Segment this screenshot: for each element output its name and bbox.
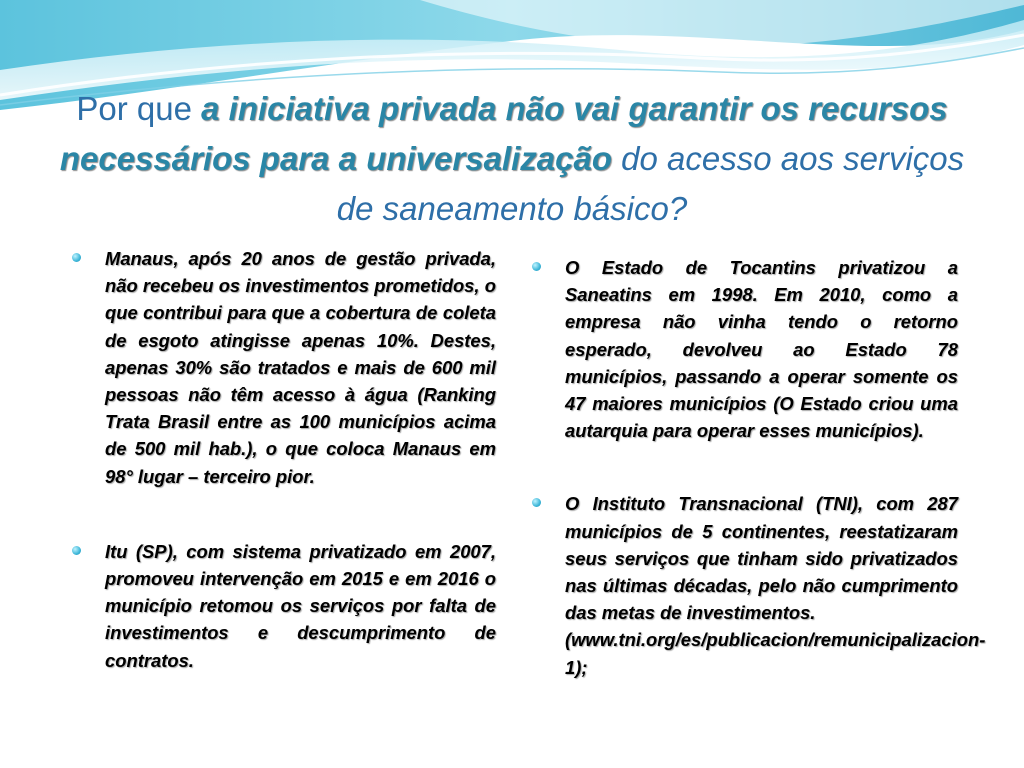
bullet-text: O Instituto Transnacional (TNI), com 287 municípios de 5 continentes, reestatizaram seus serviços que tinham sido privatizados nas últimas décadas, pelo não cumprimento das metas de investimentos.	[565, 493, 958, 624]
bullet-itu	[70, 538, 496, 674]
bullet-dot-icon	[532, 262, 541, 271]
bullet-tocantins	[530, 254, 958, 444]
slide-title	[40, 84, 984, 234]
bullet-dot-icon	[532, 498, 541, 507]
title-tail: do acesso aos serviços de saneamento básico?	[336, 140, 965, 227]
bullet-dot-icon	[72, 253, 81, 262]
title-emphasis: a iniciativa privada não vai garantir os recursos necessários para a universalização	[59, 90, 948, 177]
tni-url-link[interactable]: (www.tni.org/es/publicacion/remunicipalizacion-1);	[565, 629, 986, 678]
bullet-tni	[530, 490, 986, 680]
bullet-text: Itu (SP), com sistema privatizado em 2007, promoveu intervenção em 2015 e em 2016 o município retomou os serviços por falta de investimentos e descumprimento de contratos.	[105, 540, 496, 671]
title-lead: Por que	[76, 90, 202, 127]
bullet-manaus	[70, 245, 496, 490]
bullet-dot-icon	[72, 546, 81, 555]
bullet-text: O Estado de Tocantins privatizou a Saneatins em 1998. Em 2010, como a empresa não vinha tendo o retorno esperado, devolveu ao Estado 78 municípios, passando a operar somente os 47 maiores municípios (O Estado criou uma autarquia para operar esses municípios).	[565, 257, 958, 442]
left-column	[70, 245, 496, 674]
right-column	[530, 254, 986, 681]
bullet-text: Manaus, após 20 anos de gestão privada, não recebeu os investimentos prometidos, o que contribui para que a cobertura de coleta de esgoto atingisse apenas 10%. Destes, apenas 30% são tratados e mais de 600 mil pessoas não têm acesso à água (Ranking Trata Brasil entre as 100 municípios acima de 500 mil hab.), o que coloca Manaus em 98° lugar – terceiro pior.	[105, 248, 496, 487]
